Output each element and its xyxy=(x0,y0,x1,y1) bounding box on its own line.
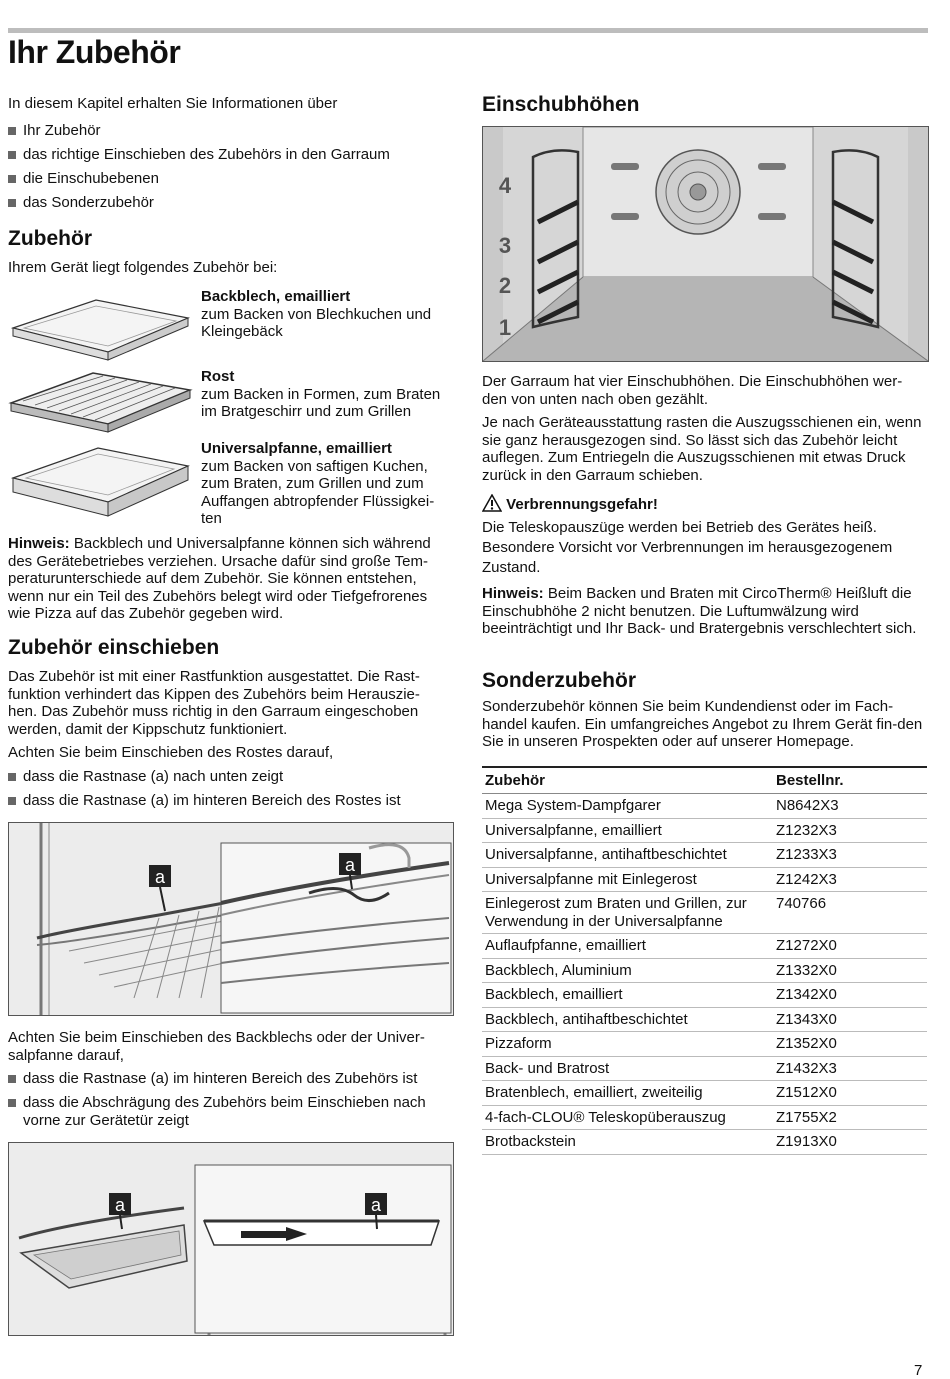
label-a: a xyxy=(154,867,166,887)
table-row xyxy=(482,794,927,819)
einschieben-paragraph: Das Zubehör ist mit einer Rastfunktion ausgestattet. Die Rast-funktion verhindert das Kippen des Zubehörs beim Herauszie-hen. Das Zubehör muss richtig in den Garraum eingeschoben werden, damit der Kippschutz funktioniert. xyxy=(8,668,420,738)
level-number-2: 2 xyxy=(498,273,512,298)
note-label: Hinweis: xyxy=(8,535,70,552)
backblech-einschieben-figure xyxy=(8,1142,454,1336)
table-cell-number: N8642X3 xyxy=(773,794,927,819)
accessory-description: zum Backen von Blechkuchen und Kleingebäck xyxy=(201,305,432,340)
level-number-1: 1 xyxy=(498,315,512,340)
header-rule xyxy=(8,28,928,33)
table-cell-name: Backblech, emailliert xyxy=(482,983,773,1008)
table-row xyxy=(482,934,927,959)
table-row xyxy=(482,867,927,892)
table-cell-name: Mega System-Dampfgarer xyxy=(482,794,773,819)
section-heading-zubehoer: Zubehör xyxy=(8,227,92,250)
page-number: 7 xyxy=(914,1362,923,1379)
table-cell-name: Auflaufpfanne, emailliert xyxy=(482,934,773,959)
intro-list-item: Ihr Zubehör xyxy=(8,122,101,140)
zubehoer-lead: Ihrem Gerät liegt folgendes Zubehör bei: xyxy=(8,259,278,276)
table-row xyxy=(482,1130,927,1155)
sonderzubehoer-table xyxy=(482,766,927,1155)
einschieben-list-item: dass die Rastnase (a) nach unten zeigt xyxy=(8,768,453,786)
table-row xyxy=(482,958,927,983)
accessory-item xyxy=(201,368,451,421)
table-row xyxy=(482,843,927,868)
warning-heading xyxy=(482,494,926,514)
table-cell-number: Z1242X3 xyxy=(773,867,927,892)
einschieben-list-item: dass die Abschrägung des Zubehörs beim Einschieben nach vorne zur Gerätetür zeigt xyxy=(8,1094,458,1129)
table-cell-name: Universalpfanne, antihaftbeschichtet xyxy=(482,843,773,868)
backblech-illustration xyxy=(8,290,193,365)
table-row xyxy=(482,1056,927,1081)
table-header-row xyxy=(482,767,927,794)
column-header-zubehoer: Zubehör xyxy=(482,767,773,794)
einschieben-paragraph: Achten Sie beim Einschieben des Rostes darauf, xyxy=(8,744,334,761)
table-cell-number: Z1352X0 xyxy=(773,1032,927,1057)
table-cell-name: Back- und Bratrost xyxy=(482,1056,773,1081)
rost-illustration xyxy=(8,368,193,438)
column-header-bestellnr: Bestellnr. xyxy=(773,767,927,794)
rost-einschieben-figure xyxy=(8,822,454,1016)
einschieben-list-item: dass die Rastnase (a) im hinteren Bereich des Zubehörs ist xyxy=(8,1070,453,1088)
table-cell-name: Universalpfanne, emailliert xyxy=(482,818,773,843)
table-cell-name: Brotbackstein xyxy=(482,1130,773,1155)
rost-einschieben-drawing xyxy=(9,823,453,1015)
note-text: Backblech und Universalpfanne können sich während des Gerätebetriebes verziehen. Ursache dafür sind große Tem-peraturunterschiede auf dem Zubehör. Sie können entstehen, wenn nur ein Teil des Zubehörs belegt wird oder Tiefgefrorenes wie Pizza auf das Zubehör gegeben wird. xyxy=(8,535,431,622)
table-cell-number: Z1512X0 xyxy=(773,1081,927,1106)
table-cell-number: Z1755X2 xyxy=(773,1105,927,1130)
section-heading-einschubhoehen: Einschubhöhen xyxy=(482,93,640,116)
accessory-description: zum Backen in Formen, zum Braten im Bratgeschirr und zum Grillen xyxy=(201,385,441,420)
warning-icon xyxy=(482,494,502,512)
table-cell-name: Pizzaform xyxy=(482,1032,773,1057)
intro-list-item: das richtige Einschieben des Zubehörs in den Garraum xyxy=(8,146,390,164)
table-row xyxy=(482,1032,927,1057)
table-cell-name: Backblech, Aluminium xyxy=(482,958,773,983)
note-label: Hinweis: xyxy=(482,585,544,602)
einschieben-list-item: dass die Rastnase (a) im hinteren Bereich des Rostes ist xyxy=(8,792,453,810)
intro-list-item: die Einschubebenen xyxy=(8,170,159,188)
table-row xyxy=(482,818,927,843)
label-a: a xyxy=(114,1195,126,1215)
accessory-description: zum Backen von saftigen Kuchen, zum Braten, zum Grillen und zum Auffangen abtropfender Flüssigkei-ten xyxy=(201,457,435,527)
universalpfanne-illustration xyxy=(8,440,193,520)
warning-title: Verbrennungsgefahr! xyxy=(506,496,658,513)
level-number-4: 4 xyxy=(498,173,512,198)
einschubhoehen-paragraph: Der Garraum hat vier Einschubhöhen. Die Einschubhöhen wer-den von unten nach oben gezählt. xyxy=(482,373,903,408)
label-a: a xyxy=(370,1195,382,1215)
accessory-title: Universalpfanne, emailliert xyxy=(201,440,392,457)
accessory-title: Rost xyxy=(201,368,235,385)
level-number-3: 3 xyxy=(498,233,512,258)
table-cell-name: 4-fach-CLOU® Teleskopüberauszug xyxy=(482,1105,773,1130)
table-row xyxy=(482,892,927,934)
table-cell-number: Z1332X0 xyxy=(773,958,927,983)
zubehoer-note xyxy=(8,535,448,623)
accessory-title: Backblech, emailliert xyxy=(201,288,351,305)
oven-levels-drawing xyxy=(483,127,928,361)
table-cell-name: Einlegerost zum Braten und Grillen, zur Verwendung in der Universalpfanne xyxy=(482,892,773,934)
table-cell-number: Z1233X3 xyxy=(773,843,927,868)
table-cell-name: Bratenblech, emailliert, zweiteilig xyxy=(482,1081,773,1106)
warning-text: Die Teleskopauszüge werden bei Betrieb des Gerätes heiß. Besondere Vorsicht vor Verbrennungen im herausgezogenem Zustand. xyxy=(482,519,893,576)
table-cell-number: Z1272X0 xyxy=(773,934,927,959)
section-heading-einschieben: Zubehör einschieben xyxy=(8,636,220,659)
accessory-item xyxy=(201,288,451,341)
note-text: Beim Backen und Braten mit CircoTherm® Heißluft die Einschubhöhe 2 nicht benutzen. Die Luftumwälzung wird beeinträchtigt und Ihr Back- und Bratergebnis verschlechtert sich. xyxy=(482,585,917,637)
oven-levels-figure xyxy=(482,126,929,362)
einschieben-paragraph: Achten Sie beim Einschieben des Backblechs oder der Univer-salpfanne darauf, xyxy=(8,1029,425,1064)
backblech-einschieben-drawing xyxy=(9,1143,453,1335)
table-row xyxy=(482,1105,927,1130)
table-cell-name: Universalpfanne mit Einlegerost xyxy=(482,867,773,892)
table-row xyxy=(482,1081,927,1106)
table-cell-number: Z1232X3 xyxy=(773,818,927,843)
table-cell-number: Z1913X0 xyxy=(773,1130,927,1155)
label-a: a xyxy=(344,855,356,875)
table-cell-number: Z1432X3 xyxy=(773,1056,927,1081)
accessory-item xyxy=(201,440,451,528)
einschubhoehen-note xyxy=(482,585,926,638)
intro-list-item: das Sonderzubehör xyxy=(8,194,154,212)
sonderzubehoer-paragraph: Sonderzubehör können Sie beim Kundendienst oder im Fach-handel kaufen. Ein umfangreiches Angebot zu Ihrem Gerät fin-den Sie in unseren Prospekten oder auf unserer Homepage. xyxy=(482,698,923,750)
table-cell-number: Z1342X0 xyxy=(773,983,927,1008)
page-title: Ihr Zubehör xyxy=(8,34,181,70)
table-row xyxy=(482,1007,927,1032)
section-heading-sonderzubehoer: Sonderzubehör xyxy=(482,669,637,692)
table-cell-name: Backblech, antihaftbeschichtet xyxy=(482,1007,773,1032)
table-row xyxy=(482,983,927,1008)
intro-text: In diesem Kapitel erhalten Sie Informationen über xyxy=(8,95,338,112)
einschubhoehen-paragraph: Je nach Geräteausstattung rasten die Auszugsschienen ein, wenn sie ganz herausgezogen sind. So lässt sich das Zubehör leicht auflegen. Zum Entriegeln die Auszugsschienen mit etwas Druck zurück in den Garraum schieben. xyxy=(482,414,922,484)
table-cell-number: Z1343X0 xyxy=(773,1007,927,1032)
table-cell-number: 740766 xyxy=(773,892,927,934)
